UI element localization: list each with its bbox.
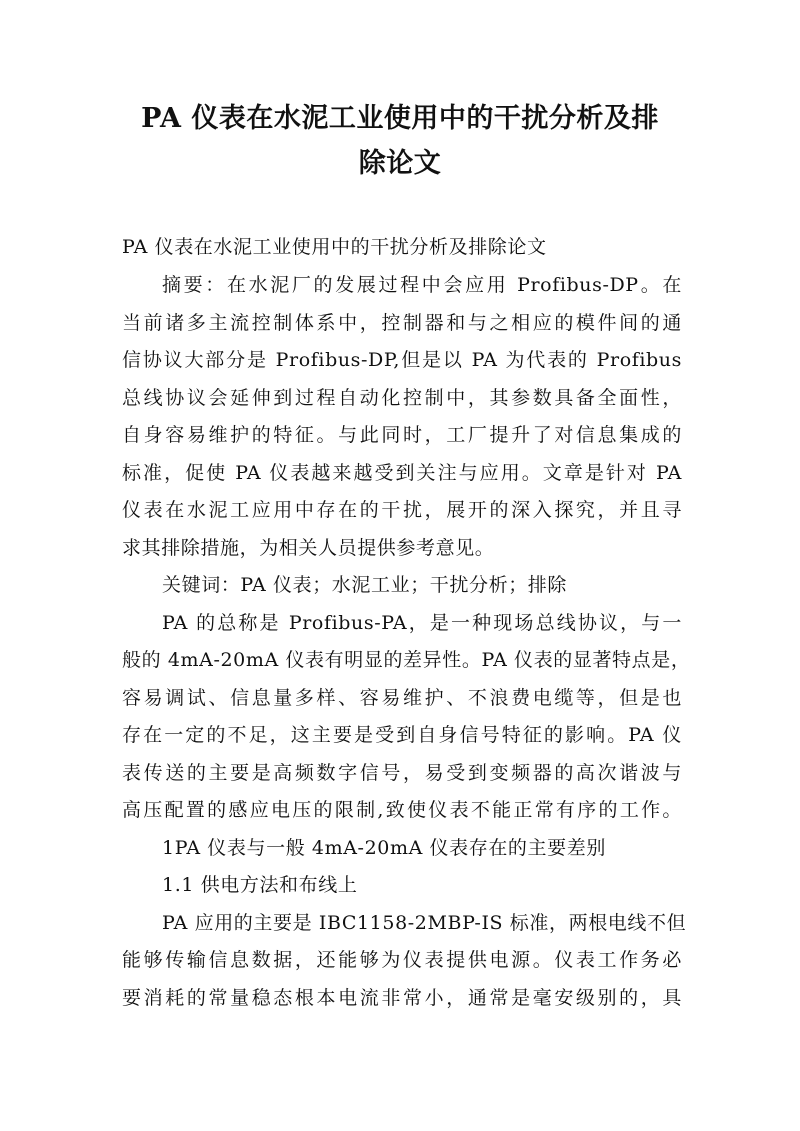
body-line: PA 应用的主要是 IBC1158-2MBP-IS 标准，两根电线不但 bbox=[162, 912, 687, 934]
document-title-line-1: PA 仪表在水泥工业使用中的干扰分析及排 bbox=[141, 103, 659, 134]
abstract-line: 摘要：在水泥厂的发展过程中会应用 Profibus-DP。在 bbox=[162, 274, 682, 296]
body-line: 能够传输信息数据，还能够为仪表提供电源。仪表工作务必 bbox=[122, 949, 682, 971]
section-heading: 1PA 仪表与一般 4mA-20mA 仪表存在的主要差别 bbox=[162, 837, 606, 859]
document-title-line-2: 除论文 bbox=[358, 148, 442, 179]
abstract-line: 标准，促使 PA 仪表越来越受到关注与应用。文章是针对 PA bbox=[122, 462, 682, 484]
body-line: PA 的总称是 Profibus-PA，是一种现场总线协议，与一 bbox=[162, 612, 682, 634]
subtitle-line: PA 仪表在水泥工业使用中的干扰分析及排除论文 bbox=[122, 236, 547, 258]
abstract-line: 总线协议会延伸到过程自动化控制中，其参数具备全面性， bbox=[122, 387, 682, 409]
abstract-line: 求其排除措施，为相关人员提供参考意见。 bbox=[122, 537, 495, 559]
subsection-heading: 1.1 供电方法和布线上 bbox=[162, 874, 358, 896]
body-line: 存在一定的不足，这主要是受到自身信号特征的影响。PA 仪 bbox=[122, 724, 682, 746]
body-line: 要消耗的常量稳态根本电流非常小，通常是毫安级别的，具 bbox=[122, 987, 682, 1009]
body-line: 般的 4mA-20mA 仪表有明显的差异性。PA 仪表的显著特点是， bbox=[122, 649, 691, 671]
body-line: 容易调试、信息量多样、容易维护、不浪费电缆等，但是也 bbox=[122, 687, 682, 709]
body-line: 高压配置的感应电压的限制,致使仪表不能正常有序的工作。 bbox=[122, 799, 682, 821]
abstract-line: 自身容易维护的特征。与此同时，工厂提升了对信息集成的 bbox=[122, 424, 682, 446]
abstract-line: 当前诸多主流控制体系中，控制器和与之相应的模件间的通 bbox=[122, 312, 682, 334]
body-line: 表传送的主要是高频数字信号，易受到变频器的高次谐波与 bbox=[122, 762, 682, 784]
abstract-line: 仪表在水泥工应用中存在的干扰，展开的深入探究，并且寻 bbox=[122, 499, 682, 521]
abstract-line: 信协议大部分是 Profibus-DP,但是以 PA 为代表的 Profibus bbox=[122, 349, 682, 371]
keywords-line: 关键词：PA 仪表；水泥工业；干扰分析；排除 bbox=[162, 574, 568, 596]
